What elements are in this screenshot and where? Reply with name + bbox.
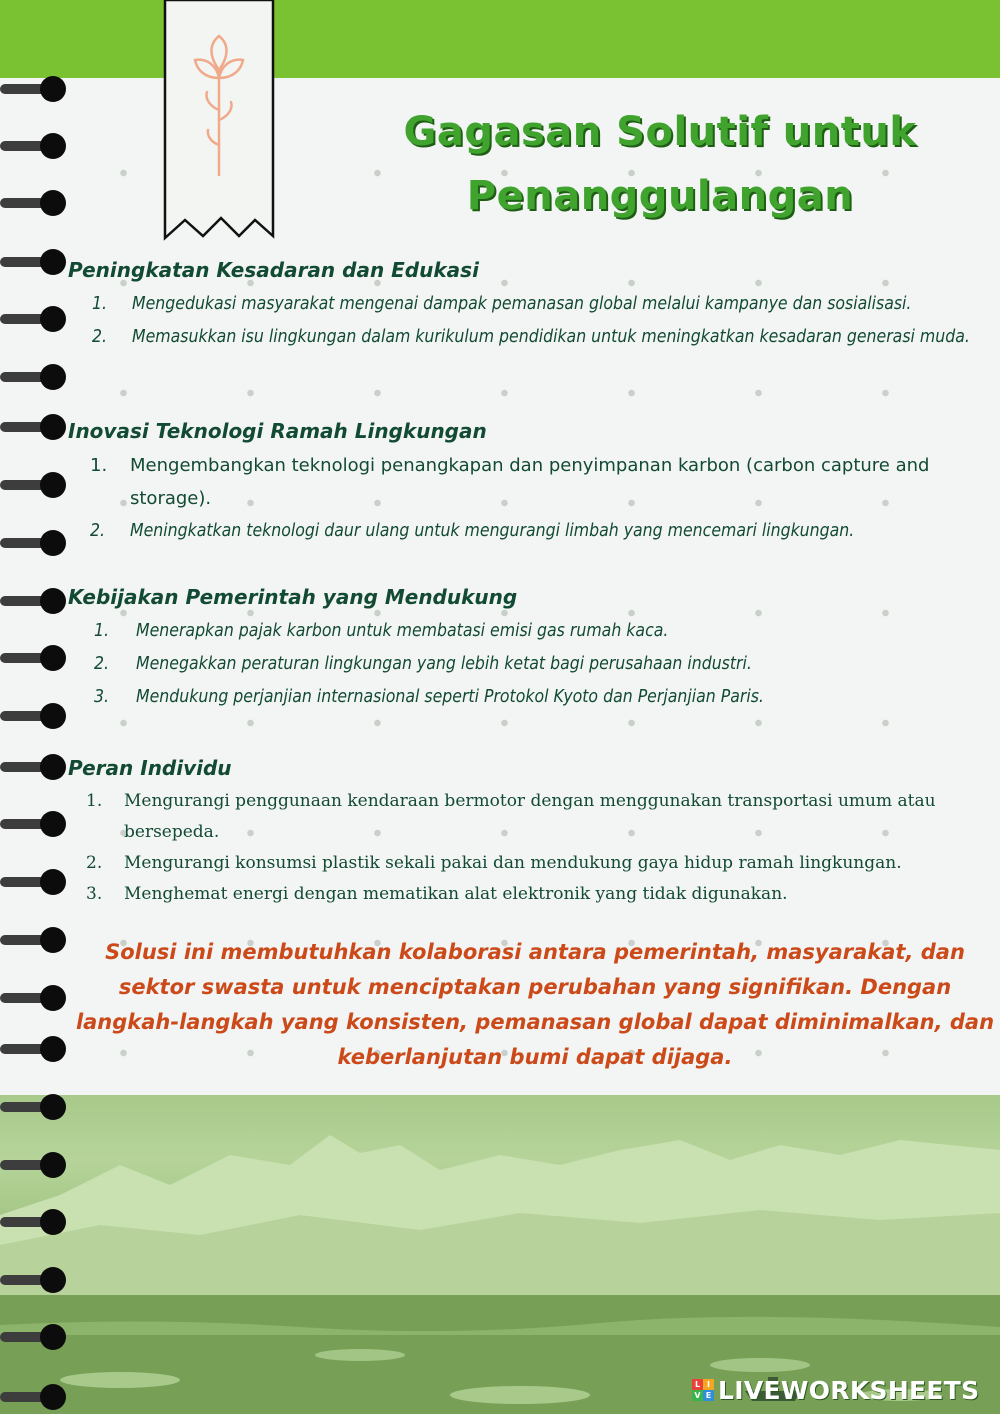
spiral-binding-ring [0,645,70,671]
bookmark-tab [163,0,275,250]
spiral-binding-ring [0,364,70,390]
section-list [68,288,1000,354]
liveworksheets-logo-icon [692,1379,714,1401]
spiral-binding-ring [0,1209,70,1235]
spiral-binding-ring [0,1094,70,1120]
section-heading: Inovasi Teknologi Ramah Lingkungan [68,419,487,443]
top-band [0,0,1000,90]
spiral-binding-ring [0,1152,70,1178]
logo-letter: V [692,1390,703,1401]
list-number: 1. [94,621,110,641]
list-text: Meningkatkan teknologi daur ulang untuk mengurangi limbah yang mencemari lingkungan. [130,521,855,541]
list-text: Menghemat energi dengan mematikan alat elektronik yang tidak digunakan. [124,884,788,904]
section-heading: Peningkatan Kesadaran dan Edukasi [68,258,479,282]
list-text: Menegakkan peraturan lingkungan yang lebih ketat bagi perusahaan industri. [136,654,752,674]
list-number: 2. [94,654,110,674]
list-item [90,449,1000,515]
spiral-binding-ring [0,190,70,216]
spiral-binding-ring [0,414,70,440]
list-number: 2. [90,521,106,541]
spiral-binding-ring [0,1267,70,1293]
list-text: Memasukkan isu lingkungan dalam kurikulum pendidikan untuk meningkatkan kesadaran generasi muda. [132,327,970,347]
list-item [94,615,1000,648]
list-item [94,681,1000,714]
page-title [370,100,950,228]
section-government-policy [68,583,1000,714]
brand-name: LIVEWORKSHEETS [718,1375,980,1405]
list-text: Menerapkan pajak karbon untuk membatasi emisi gas rumah kaca. [136,621,669,641]
spiral-binding-ring [0,811,70,837]
logo-letter: L [692,1379,703,1390]
spiral-binding-ring [0,927,70,953]
section-heading: Kebijakan Pemerintah yang Mendukung [68,585,518,609]
list-number: 2. [92,327,108,347]
spiral-binding-ring [0,306,70,332]
spiral-binding-ring [0,588,70,614]
logo-letter: I [703,1379,714,1390]
list-text: Mengembangkan teknologi penangkapan dan penyimpanan karbon (carbon capture and storage). [130,455,930,509]
closing-statement: Solusi ini membutuhkan kolaborasi antara pemerintah, masyarakat, dan sektor swasta untuk menciptakan perubahan yang signifikan. Dengan langkah-langkah yang konsisten, pemanasan global dapat diminimalkan, dan keberlanjutan bumi dapat dijaga. [75,940,995,1069]
list-number: 2. [86,853,103,873]
section-list [68,786,1000,910]
logo-letter: E [703,1390,714,1401]
list-item [86,786,1000,848]
section-list [68,615,1000,714]
spiral-binding-ring [0,703,70,729]
spiral-binding-ring [0,869,70,895]
spiral-binding-ring [0,1384,70,1410]
spiral-binding-ring [0,472,70,498]
list-number: 1. [86,791,103,811]
list-number: 3. [94,687,110,707]
liveworksheets-brand[interactable] [692,1376,979,1404]
list-number: 1. [90,455,108,476]
page-title-line-2: Penanggulangan [466,173,854,219]
list-item [94,648,1000,681]
spiral-binding-ring [0,76,70,102]
list-item [92,321,1000,354]
list-number: 1. [92,294,108,314]
list-item [92,288,1000,321]
spiral-binding-ring [0,1324,70,1350]
spiral-binding-ring [0,249,70,275]
spiral-binding-ring [0,133,70,159]
spiral-binding-ring [0,530,70,556]
list-item [86,879,1000,910]
list-item [90,515,1000,548]
spiral-binding-ring [0,985,70,1011]
section-heading: Peran Individu [68,756,232,780]
section-awareness-education [68,256,1000,354]
section-individual-role [68,754,1000,910]
list-item [86,848,1000,879]
list-text: Mengurangi konsumsi plastik sekali pakai dan mendukung gaya hidup ramah lingkungan. [124,853,902,873]
spiral-binding-ring [0,754,70,780]
section-list [68,449,1000,548]
list-text: Mendukung perjanjian internasional seperti Protokol Kyoto dan Perjanjian Paris. [136,687,764,707]
page-title-line-1: Gagasan Solutif untuk [403,109,917,155]
list-number: 3. [86,884,103,904]
list-text: Mengurangi penggunaan kendaraan bermotor dengan menggunakan transportasi umum atau bersepeda. [124,791,936,842]
section-green-technology [68,417,1000,548]
spiral-binding-ring [0,1036,70,1062]
list-text: Mengedukasi masyarakat mengenai dampak pemanasan global melalui kampanye dan sosialisasi. [132,294,912,314]
glacier-photo [0,1095,1000,1414]
